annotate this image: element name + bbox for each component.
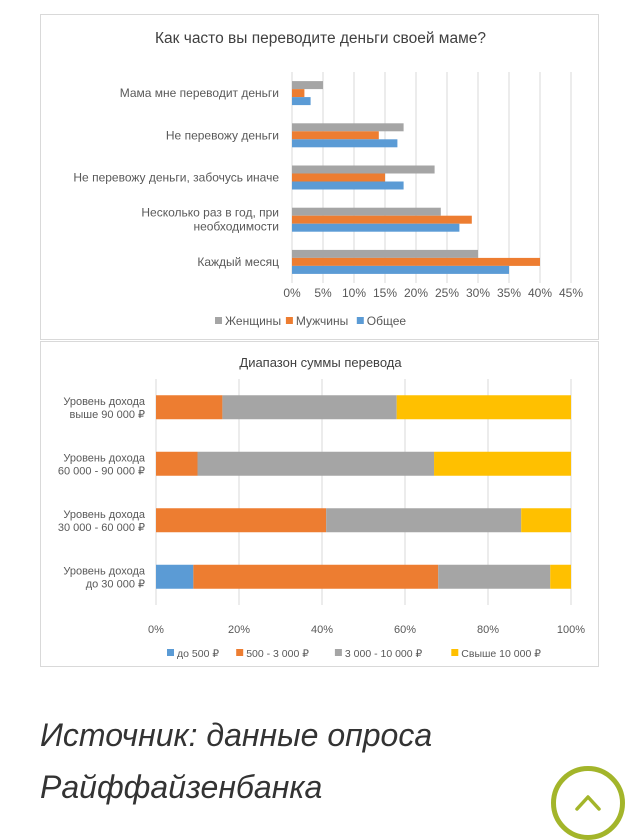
chart-amount-panel [40, 341, 599, 667]
bar-women [292, 250, 478, 258]
chevron-up-icon [575, 791, 601, 813]
bar-men [292, 174, 385, 182]
bar-men [292, 258, 540, 266]
x-tick-label: 35% [496, 286, 522, 300]
bar-women [292, 166, 435, 174]
bar-total [292, 139, 397, 147]
stacked-segment [438, 565, 550, 589]
category-label: Уровень дохода [63, 452, 145, 465]
stacked-segment [198, 452, 435, 476]
legend-swatch [215, 317, 222, 324]
x-tick-label: 10% [341, 286, 367, 300]
category-label: Не перевожу деньги, забочусь иначе [73, 170, 279, 185]
x-tick-label: 15% [372, 286, 398, 300]
legend-swatch [236, 649, 243, 656]
legend-label: 3 000 - 10 000 ₽ [344, 648, 423, 660]
legend-swatch [286, 317, 293, 324]
bar-total [292, 224, 459, 232]
category-label: 60 000 - 90 000 ₽ [57, 465, 145, 478]
x-tick-label: 30% [465, 286, 491, 300]
category-label: необходимости [193, 219, 279, 234]
x-tick-label: 45% [558, 286, 584, 300]
scroll-to-top-button[interactable] [551, 766, 625, 840]
legend-swatch [335, 649, 342, 656]
x-tick-label: 20% [227, 624, 251, 636]
stacked-segment [326, 508, 521, 532]
bar-men [292, 216, 472, 224]
category-label: до 30 000 ₽ [85, 578, 145, 591]
bar-total [292, 97, 311, 105]
legend-label: Мужчины [295, 314, 349, 328]
stacked-segment [222, 395, 396, 419]
bar-total [292, 266, 509, 274]
chart-title: Диапазон суммы перевода [239, 355, 402, 370]
bar-total [292, 182, 404, 190]
stacked-segment [156, 565, 193, 589]
chart-title: Как часто вы переводите деньги своей маме? [155, 30, 486, 47]
category-label: выше 90 000 ₽ [69, 408, 145, 421]
legend-label: 500 - 3 000 ₽ [246, 648, 309, 660]
category-label: Уровень дохода [63, 565, 145, 578]
x-tick-label: 0% [283, 286, 301, 300]
legend-label: Общее [366, 314, 407, 328]
legend-swatch [357, 317, 364, 324]
legend-swatch [167, 649, 174, 656]
category-label: Не перевожу деньги [165, 128, 279, 143]
stacked-segment [156, 395, 222, 419]
bar-women [292, 81, 323, 89]
stacked-segment [397, 395, 571, 419]
x-tick-label: 40% [527, 286, 553, 300]
stacked-segment [434, 452, 571, 476]
bar-men [292, 131, 379, 139]
x-tick-label: 20% [403, 286, 429, 300]
x-tick-label: 60% [393, 624, 417, 636]
x-tick-label: 100% [556, 624, 586, 636]
legend-label: до 500 ₽ [177, 648, 219, 660]
chart-frequency [41, 15, 600, 341]
stacked-segment [193, 565, 438, 589]
x-tick-label: 25% [434, 286, 460, 300]
x-tick-label: 5% [314, 286, 332, 300]
legend-swatch [451, 649, 458, 656]
legend-label: Женщины [225, 314, 282, 328]
category-label: Несколько раз в год, при [141, 205, 279, 220]
stacked-segment [156, 508, 326, 532]
source-caption: Источник: данные опроса Райффайзенбанка [40, 717, 433, 805]
x-tick-label: 80% [476, 624, 500, 636]
stacked-segment [521, 508, 571, 532]
legend-label: Свыше 10 000 ₽ [461, 648, 541, 660]
x-tick-label: 0% [148, 624, 164, 636]
bar-women [292, 123, 404, 131]
category-label: Каждый месяц [197, 254, 279, 269]
stacked-segment [550, 565, 571, 589]
chart-frequency-panel [40, 14, 599, 340]
bar-men [292, 89, 304, 97]
chart-amount [41, 342, 600, 668]
category-label: Мама мне переводит деньги [119, 86, 279, 101]
category-label: Уровень дохода [63, 508, 145, 521]
category-label: 30 000 - 60 000 ₽ [57, 521, 145, 534]
x-tick-label: 40% [310, 624, 334, 636]
category-label: Уровень дохода [63, 395, 145, 408]
stacked-segment [156, 452, 198, 476]
bar-women [292, 208, 441, 216]
